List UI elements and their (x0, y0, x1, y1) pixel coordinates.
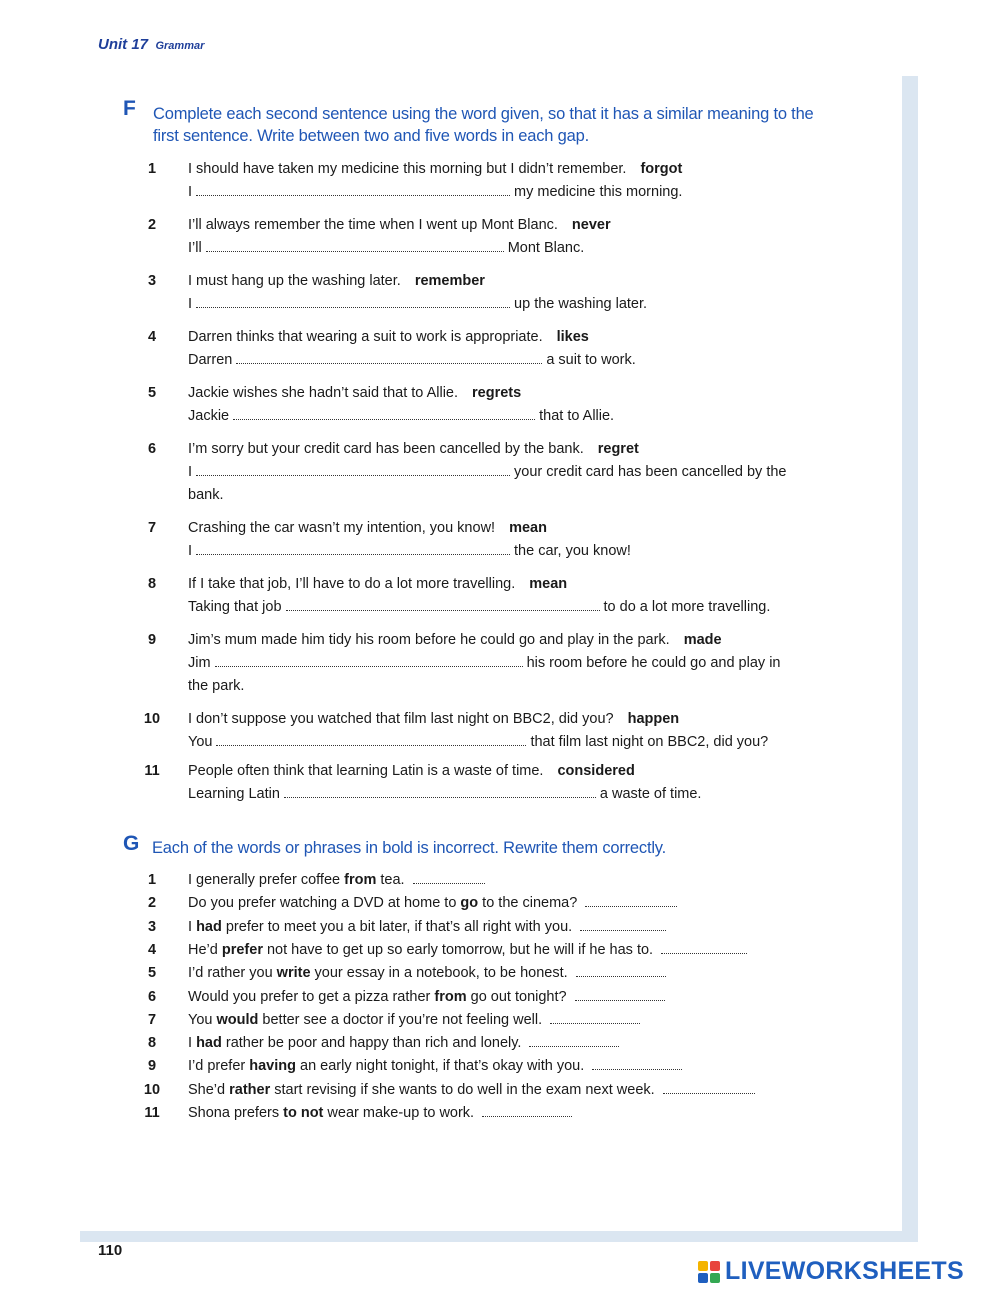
item-body (188, 517, 828, 563)
item-body (188, 1009, 828, 1032)
key-word: likes (556, 329, 589, 345)
sentence-end: not have to get up so early tomorrow, but he will if he has to. (262, 941, 654, 958)
key-word: remember (414, 273, 485, 289)
incorrect-phrase: would (216, 1011, 259, 1028)
item-answer-line (188, 540, 828, 563)
item-body (188, 1102, 828, 1125)
answer-gap[interactable] (236, 362, 542, 364)
item-body (188, 629, 828, 698)
item-answer-line (188, 181, 828, 204)
answer-gap[interactable] (529, 1045, 619, 1047)
section-f-instruction-line2: first sentence. Write between two and five words in each gap. (153, 127, 589, 145)
first-sentence: Crashing the car wasn’t my intention, you know! (188, 520, 496, 536)
answer-gap[interactable] (216, 744, 526, 746)
answer-prefix: I (188, 184, 193, 200)
answer-suffix: a suit to work. (546, 352, 636, 368)
answer-gap[interactable] (576, 975, 666, 977)
sentence-end: your essay in a notebook, to be honest. (310, 965, 568, 982)
item-continuation: bank. (188, 487, 224, 503)
item-sentence (188, 326, 828, 349)
item-number: 11 (144, 1105, 160, 1121)
key-word: made (683, 632, 722, 648)
item-number: 9 (147, 632, 157, 648)
logo-grid-icon (698, 1261, 720, 1283)
section-label: Grammar (155, 40, 205, 52)
item-answer-line (188, 237, 828, 260)
answer-gap[interactable] (196, 306, 510, 308)
first-sentence: Jim’s mum made him tidy his room before he could go and play in the park. (188, 632, 670, 648)
sentence-start: I’d rather you (188, 965, 277, 982)
item-number: 10 (143, 1081, 161, 1098)
answer-suffix: a waste of time. (599, 786, 702, 802)
incorrect-phrase: had (196, 918, 222, 935)
item-body (188, 869, 828, 892)
unit-label: Unit 17 (98, 36, 149, 53)
item-answer-line (188, 731, 828, 754)
answer-prefix: Jim (188, 655, 211, 671)
item-number: 3 (147, 918, 157, 935)
incorrect-phrase: from (344, 872, 377, 888)
first-sentence: If I take that job, I’ll have to do a lot more travelling. (188, 576, 516, 592)
answer-suffix: to do a lot more travelling. (603, 599, 771, 615)
answer-suffix: the car, you know! (514, 543, 631, 559)
item-number: 2 (147, 217, 157, 233)
sentence-end: wear make-up to work. (323, 1105, 475, 1121)
key-word: happen (627, 711, 680, 727)
item-number: 6 (147, 988, 157, 1005)
first-sentence: I’m sorry but your credit card has been cancelled by the bank. (188, 441, 584, 457)
item-answer-line (188, 349, 828, 372)
item-number: 1 (147, 872, 157, 888)
answer-prefix: I (188, 543, 193, 559)
answer-prefix: Learning Latin (188, 786, 280, 802)
section-f-letter: F (123, 97, 136, 120)
item-sentence (188, 214, 828, 237)
item-number: 8 (147, 576, 157, 592)
answer-gap[interactable] (663, 1092, 755, 1094)
section-f-instruction-line1: Complete each second sentence using the word given, so that it has a similar meaning to the (153, 105, 814, 123)
item-body (188, 708, 828, 754)
item-body (188, 573, 828, 619)
sentence-start: Shona prefers (188, 1105, 284, 1121)
answer-gap[interactable] (196, 474, 510, 476)
sentence-start: I’d prefer (188, 1058, 250, 1075)
logo-text: LIVEWORKSHEETS (725, 1257, 964, 1285)
sentence-end: to the cinema? (478, 895, 578, 912)
answer-suffix: that to Allie. (539, 408, 615, 424)
sentence-end: tea. (376, 872, 405, 888)
item-number: 8 (147, 1035, 157, 1052)
item-number: 2 (147, 895, 157, 912)
item-body (188, 214, 828, 260)
item-body (188, 438, 828, 507)
answer-gap[interactable] (482, 1115, 572, 1117)
answer-gap[interactable] (196, 553, 510, 555)
answer-prefix: Jackie (188, 408, 230, 424)
section-g-instruction: Each of the words or phrases in bold is incorrect. Rewrite them correctly. (152, 839, 667, 857)
sentence-end: rather be poor and happy than rich and lonely. (221, 1035, 522, 1052)
incorrect-phrase: write (276, 965, 311, 982)
key-word: mean (509, 520, 547, 536)
item-answer-line (188, 652, 828, 675)
key-word: forgot (640, 161, 683, 177)
answer-suffix: his room before he could go and play in (526, 655, 781, 671)
sentence-start: He’d (188, 941, 222, 958)
sentence-start: I generally prefer coffee (188, 872, 345, 888)
item-number: 10 (143, 711, 161, 727)
answer-prefix: I (188, 296, 193, 312)
sentence-start: She’d (188, 1081, 230, 1098)
answer-gap[interactable] (215, 665, 523, 667)
item-answer-line (188, 405, 828, 428)
key-word: never (571, 217, 611, 233)
answer-gap[interactable] (196, 194, 510, 196)
item-body (188, 939, 828, 962)
item-number: 9 (147, 1058, 157, 1075)
item-continuation: the park. (188, 678, 245, 694)
answer-suffix: that film last night on BBC2, did you? (530, 734, 769, 750)
answer-gap[interactable] (284, 796, 596, 798)
item-number: 7 (147, 1011, 157, 1028)
item-number: 4 (147, 329, 157, 345)
answer-gap[interactable] (592, 1068, 682, 1070)
item-answer-line (188, 596, 828, 619)
answer-prefix: Taking that job (188, 599, 282, 615)
item-body (188, 916, 828, 939)
sentence-start: I (188, 918, 197, 935)
first-sentence: I don’t suppose you watched that film last night on BBC2, did you? (188, 711, 614, 727)
section-g-letter: G (123, 832, 140, 855)
item-body (188, 892, 828, 915)
answer-gap[interactable] (550, 1022, 640, 1024)
item-body (188, 270, 828, 316)
item-number: 5 (147, 965, 157, 982)
sentence-start: Do you prefer watching a DVD at home to (188, 895, 461, 912)
first-sentence: I’ll always remember the time when I went up Mont Blanc. (188, 217, 558, 233)
answer-gap[interactable] (233, 418, 535, 420)
incorrect-phrase: had (196, 1035, 222, 1052)
item-number: 6 (147, 441, 157, 457)
answer-gap[interactable] (661, 952, 747, 954)
answer-suffix: Mont Blanc. (507, 240, 585, 256)
incorrect-phrase: prefer (221, 941, 263, 958)
item-number: 1 (147, 161, 157, 177)
item-number: 5 (147, 385, 157, 401)
sentence-end: prefer to meet you a bit later, if that’s all right with you. (221, 918, 573, 935)
sentence-end: an early night tonight, if that’s okay with you. (295, 1058, 585, 1075)
key-word: regrets (472, 385, 522, 401)
answer-gap[interactable] (206, 250, 504, 252)
answer-gap[interactable] (413, 882, 485, 884)
item-number: 4 (147, 941, 157, 958)
item-body (188, 158, 828, 204)
sentence-end: start revising if she wants to do well in the exam next week. (270, 1081, 655, 1098)
item-sentence (188, 760, 828, 783)
item-sentence (188, 438, 828, 461)
answer-gap[interactable] (580, 929, 666, 931)
page-number: 110 (98, 1242, 123, 1259)
answer-gap[interactable] (575, 999, 665, 1001)
item-answer-line (188, 783, 828, 806)
answer-prefix: I’ll (188, 240, 202, 256)
answer-suffix: your credit card has been cancelled by the (514, 464, 787, 480)
item-sentence (188, 158, 828, 181)
first-sentence: Jackie wishes she hadn’t said that to Allie. (188, 385, 459, 401)
incorrect-phrase: to not (283, 1105, 324, 1121)
answer-gap[interactable] (585, 905, 677, 907)
liveworksheets-logo[interactable] (698, 1257, 964, 1286)
item-body (188, 760, 828, 806)
item-body (188, 1079, 828, 1102)
item-answer-line (188, 293, 828, 316)
item-body (188, 986, 828, 1009)
item-sentence (188, 708, 828, 731)
answer-gap[interactable] (286, 609, 600, 611)
item-body (188, 326, 828, 372)
item-number: 7 (147, 520, 157, 536)
sentence-end: go out tonight? (466, 988, 567, 1005)
incorrect-phrase: rather (229, 1081, 271, 1098)
unit-header (98, 36, 204, 54)
first-sentence: People often think that learning Latin is a waste of time. (188, 763, 544, 779)
sentence-start: Would you prefer to get a pizza rather (188, 988, 435, 1005)
first-sentence: Darren thinks that wearing a suit to work is appropriate. (188, 329, 543, 345)
sentence-start: You (188, 1011, 217, 1028)
section-f-instruction (153, 103, 833, 147)
sentence-start: I (188, 1035, 197, 1052)
first-sentence: I must hang up the washing later. (188, 273, 401, 289)
incorrect-phrase: from (434, 988, 467, 1005)
key-word: regret (597, 441, 639, 457)
incorrect-phrase: go (460, 895, 479, 912)
item-number: 11 (144, 763, 160, 779)
item-number: 3 (147, 273, 157, 289)
first-sentence: I should have taken my medicine this morning but I didn’t remember. (188, 161, 627, 177)
item-body (188, 1032, 828, 1055)
answer-prefix: You (188, 734, 213, 750)
answer-prefix: I (188, 464, 193, 480)
answer-suffix: my medicine this morning. (514, 184, 683, 200)
item-sentence (188, 629, 828, 652)
item-sentence (188, 382, 828, 405)
item-sentence (188, 270, 828, 293)
incorrect-phrase: having (249, 1058, 296, 1075)
sentence-end: better see a doctor if you’re not feeling well. (258, 1011, 543, 1028)
item-sentence (188, 573, 828, 596)
answer-prefix: Darren (188, 352, 233, 368)
item-body (188, 1055, 828, 1078)
key-word: mean (529, 576, 568, 592)
answer-suffix: up the washing later. (514, 296, 648, 312)
key-word: considered (557, 763, 635, 779)
item-answer-line (188, 461, 828, 484)
item-sentence (188, 517, 828, 540)
item-body (188, 962, 828, 985)
item-body (188, 382, 828, 428)
